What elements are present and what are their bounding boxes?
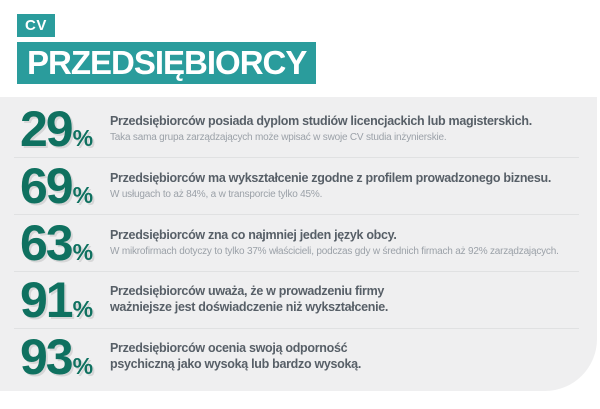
stat-row-5	[0, 329, 597, 385]
stat-text-1	[110, 113, 597, 145]
stat-text-5	[110, 340, 597, 375]
stat-subtext: Taka sama grupa zarządzających może wpisać w swoje CV studia inżynierskie.	[110, 132, 447, 144]
percent-sign: %	[72, 238, 94, 265]
stat-subtext: W usługach to aż 84%, a w transporcie tylko 45%.	[110, 189, 323, 201]
stat-value-3	[20, 214, 110, 271]
stat-value-2	[20, 157, 110, 214]
stat-heading: Przedsiębiorców posiada dyplom studiów licencjackich lub magisterskich.	[110, 114, 532, 129]
percent-sign: %	[72, 295, 94, 322]
stat-number: 69	[20, 157, 72, 214]
stat-text-3	[110, 227, 597, 259]
stat-heading: Przedsiębiorców ocenia swoją odporność	[110, 340, 348, 355]
stat-text-2	[110, 170, 597, 202]
stat-heading: Przedsiębiorców ma wykształcenie zgodne z profilem prowadzonego biznesu.	[110, 171, 551, 186]
stat-subtext: W mikrofirmach dotyczy to tylko 37% właścicieli, podczas gdy w średnich firmach aż 92% zarządzających.	[110, 246, 559, 258]
stat-value-5	[20, 328, 110, 385]
page-title: PRZEDSIĘBIORCY	[17, 42, 316, 84]
stat-row-2	[0, 158, 597, 214]
stat-heading-line2: ważniejsze jest doświadczenie niż wykształcenie.	[110, 300, 389, 314]
stat-heading-line2: psychiczną jako wysoką lub bardzo wysoką.	[110, 357, 361, 371]
stat-number: 93	[20, 328, 72, 385]
stat-number: 29	[20, 100, 72, 157]
stat-row-4	[0, 272, 597, 328]
percent-sign: %	[72, 181, 94, 208]
stat-row-3	[0, 215, 597, 271]
stat-heading: Przedsiębiorców uważa, że w prowadzeniu firmy	[110, 283, 385, 298]
stat-text-4	[110, 283, 597, 318]
stat-row-1	[0, 101, 597, 157]
stat-value-4	[20, 271, 110, 328]
stats-card	[0, 97, 597, 391]
stat-value-1	[20, 100, 110, 157]
stat-heading: Przedsiębiorców zna co najmniej jeden język obcy.	[110, 228, 397, 243]
stat-number: 63	[20, 214, 72, 271]
percent-sign: %	[72, 124, 94, 151]
cv-badge: CV	[17, 14, 55, 37]
stat-number: 91	[20, 271, 72, 328]
header	[17, 14, 316, 84]
percent-sign: %	[72, 352, 94, 379]
